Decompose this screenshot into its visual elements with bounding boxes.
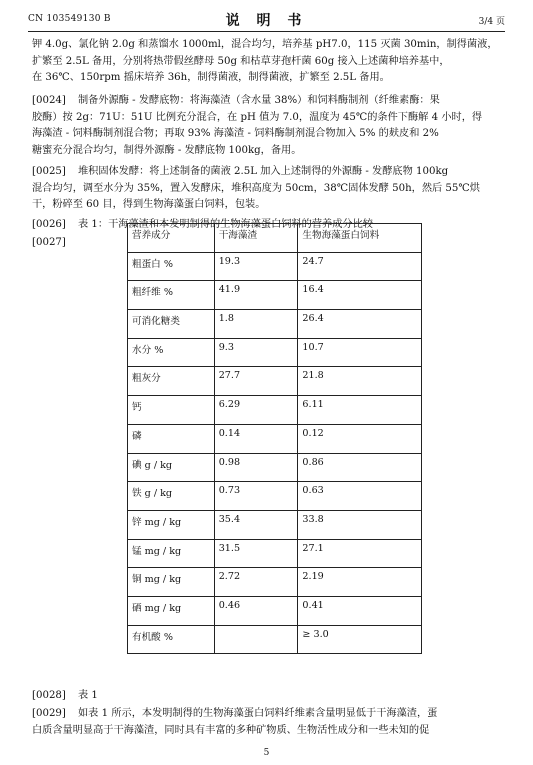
- table-cell: 0.86: [298, 453, 422, 482]
- table-cell: 可消化糖类: [128, 310, 215, 339]
- nutrition-table: [127, 223, 422, 654]
- table-row: [128, 568, 422, 597]
- table-row: [128, 367, 422, 396]
- paragraph-tag: [0026]: [32, 219, 66, 230]
- table-label: 表 1: [78, 690, 98, 701]
- table-cell: 锌 mg / kg: [128, 510, 215, 539]
- table-cell: 26.4: [298, 310, 422, 339]
- text-line: 干，粉碎至 60 目，得到生物海藻蛋白饲料，包装。: [32, 199, 266, 211]
- table-cell: 粗蛋白 %: [128, 252, 215, 281]
- table-cell: 0.41: [298, 596, 422, 625]
- table-cell: 粗灰分: [128, 367, 215, 396]
- table-cell: 0.73: [214, 482, 298, 511]
- table-cell: 16.4: [298, 281, 422, 310]
- table-cell: 碘 g / kg: [128, 453, 215, 482]
- text-line: 堆积固体发酵：将上述制备的菌液 2.5L 加入上述制得的外源酶 - 发酵底物 100kg: [78, 166, 449, 177]
- table-header-cell: 营养成分: [128, 224, 215, 253]
- paragraph-tag: [0028]: [32, 690, 66, 701]
- page-info: 3/4 页: [478, 17, 505, 27]
- table-row: [128, 596, 422, 625]
- table-cell: 31.5: [214, 539, 298, 568]
- table-row: [128, 396, 422, 425]
- paragraph-0028: [32, 688, 500, 705]
- table-header-cell: 干海藻渣: [214, 224, 298, 253]
- table-cell: 41.9: [214, 281, 298, 310]
- table-header-row: [128, 224, 422, 253]
- table-cell: ≥ 3.0: [298, 625, 422, 654]
- paragraph-tag: [0025]: [32, 166, 66, 177]
- paragraph-tag: [0027]: [32, 237, 66, 248]
- header-rule: [28, 31, 505, 32]
- table-caption: 表 1：干海藻渣和本发明制得的生物海藻蛋白饲料的营养成分比较: [78, 219, 373, 230]
- text-line: 扩繁至 2.5L 备用，分别将热带假丝酵母 50g 和枯草芽孢杆菌 60g 接入上述菌种培养基中，: [32, 55, 450, 67]
- table-cell: 0.14: [214, 424, 298, 453]
- text-line: 混合均匀，调至水分为 35%，置入发酵床，堆积高度为 50cm，38℃固体发酵 50h，然后 55℃烘: [32, 182, 480, 194]
- table-cell: 2.72: [214, 568, 298, 597]
- table-cell: 0.12: [298, 424, 422, 453]
- table-cell: 35.4: [214, 510, 298, 539]
- table-row: [128, 424, 422, 453]
- table-cell: 19.3: [214, 252, 298, 281]
- table-cell: 铜 mg / kg: [128, 568, 215, 597]
- paragraph-0025: [32, 164, 500, 214]
- table-row: [128, 310, 422, 339]
- table-cell: 硒 mg / kg: [128, 596, 215, 625]
- text-line: 糖蜜充分混合均匀，制得外源酶 - 发酵底物 100kg，备用。: [32, 144, 302, 156]
- table-cell: 粗纤维 %: [128, 281, 215, 310]
- text-line: 白质含量明显高于干海藻渣，同时具有丰富的多种矿物质、生物活性成分和一些未知的促: [32, 724, 430, 736]
- table-cell: 2.19: [298, 568, 422, 597]
- table-row: [128, 281, 422, 310]
- table-cell: 24.7: [298, 252, 422, 281]
- table-cell: 21.8: [298, 367, 422, 396]
- table-cell: 27.7: [214, 367, 298, 396]
- paragraph-0024: [32, 93, 500, 159]
- text-line: 在 36℃、150rpm 摇床培养 36h，制得菌液，制得菌液，扩繁至 2.5L 备用。: [32, 72, 390, 84]
- publication-number: CN 103549130 B: [28, 14, 111, 24]
- table-row: [128, 252, 422, 281]
- table-cell: 1.8: [214, 310, 298, 339]
- text-line: 钾 4.0g、氯化钠 2.0g 和蒸馏水 1000ml，混合均匀，培养基 pH7.0，115 灭菌 30min，制得菌液，: [32, 39, 498, 50]
- table-cell: 6.11: [298, 396, 422, 425]
- table-row: [128, 625, 422, 654]
- paragraph-continuation: [32, 37, 500, 87]
- paragraph-tag: [0029]: [32, 708, 66, 719]
- table-cell: 27.1: [298, 539, 422, 568]
- paragraph-tag: [0024]: [32, 95, 66, 106]
- table-cell: 钙: [128, 396, 215, 425]
- table-cell: 磷: [128, 424, 215, 453]
- table-cell: 0.98: [214, 453, 298, 482]
- table-cell: 0.63: [298, 482, 422, 511]
- table-row: [128, 482, 422, 511]
- table-cell: 0.46: [214, 596, 298, 625]
- paragraph-0029: [32, 706, 500, 739]
- text-line: 如表 1 所示，本发明制得的生物海藻蛋白饲料纤维素含量明显低于干海藻渣，蛋: [78, 708, 438, 719]
- table-cell: 锰 mg / kg: [128, 539, 215, 568]
- table-cell: 6.29: [214, 396, 298, 425]
- page-number: 5: [263, 748, 270, 758]
- table-header-cell: 生物海藻蛋白饲料: [298, 224, 422, 253]
- table-cell: 10.7: [298, 338, 422, 367]
- page-header: [28, 10, 505, 32]
- table-row: [128, 539, 422, 568]
- table-row: [128, 338, 422, 367]
- text-line: 海藻渣 - 饲料酶制剂混合物；再取 93% 海藻渣 - 饲料酶制剂混合物加入 5% 的麸皮和 2%: [32, 128, 439, 140]
- table-row: [128, 510, 422, 539]
- table-cell: 33.8: [298, 510, 422, 539]
- text-line: 制备外源酶 - 发酵底物：将海藻渣（含水量 38%）和饲料酶制剂（纤维素酶：果: [78, 95, 440, 106]
- table-cell: 有机酸 %: [128, 625, 215, 654]
- table-cell: [214, 625, 298, 654]
- table-cell: 9.3: [214, 338, 298, 367]
- table-cell: 水分 %: [128, 338, 215, 367]
- text-line: 胶酶）按 2g：71U：51U 比例充分混合，在 pH 值为 7.0，温度为 45℃的条件下酶解 4 小时，得: [32, 111, 483, 123]
- document-title: 说 明 书: [225, 13, 308, 29]
- table-cell: 铁 g / kg: [128, 482, 215, 511]
- table-row: [128, 453, 422, 482]
